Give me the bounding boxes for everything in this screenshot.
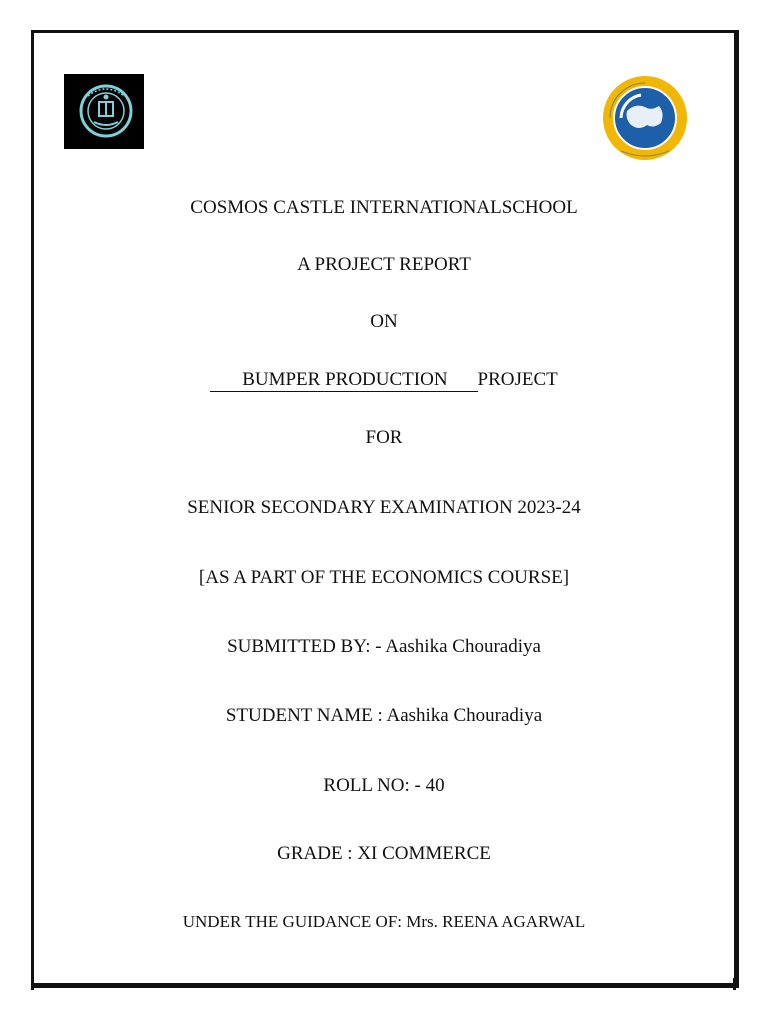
cbse-logo [64, 74, 144, 149]
submitted-by [0, 635, 768, 659]
on-text: ON [370, 311, 398, 332]
school-globe-logo-icon [601, 73, 689, 163]
submitted-by-text: SUBMITTED BY: - Aashika Chouradiya [227, 636, 541, 657]
roll-no [0, 774, 768, 798]
exam-line [0, 496, 768, 520]
report-type-text: A PROJECT REPORT [297, 254, 471, 275]
project-title-line [0, 368, 768, 392]
cbse-emblem-icon [64, 74, 144, 149]
border-corner-mark [733, 978, 736, 990]
for-text: FOR [365, 427, 403, 448]
on-label [0, 310, 768, 334]
project-title-text: BUMPER PRODUCTION [242, 369, 448, 390]
guidance-text: UNDER THE GUIDANCE OF: Mrs. REENA AGARWAL [182, 912, 586, 931]
border-corner-mark [31, 978, 34, 990]
project-title-field [210, 370, 477, 392]
course-note-text: [AS A PART OF THE ECONOMICS COURSE] [198, 567, 570, 588]
school-logo [601, 73, 689, 163]
school-name [0, 196, 768, 220]
course-note [0, 566, 768, 590]
student-name [0, 704, 768, 728]
school-name-text: COSMOS CASTLE INTERNATIONALSCHOOL [190, 197, 578, 218]
project-suffix-text: PROJECT [477, 369, 558, 390]
guidance [0, 910, 768, 934]
student-name-text: STUDENT NAME : Aashika Chouradiya [225, 705, 543, 726]
grade-text: GRADE : XI COMMERCE [277, 843, 491, 864]
grade [0, 842, 768, 866]
for-label [0, 426, 768, 450]
roll-no-text: ROLL NO: - 40 [323, 775, 445, 796]
report-type [0, 253, 768, 277]
exam-text: SENIOR SECONDARY EXAMINATION 2023-24 [187, 497, 581, 518]
